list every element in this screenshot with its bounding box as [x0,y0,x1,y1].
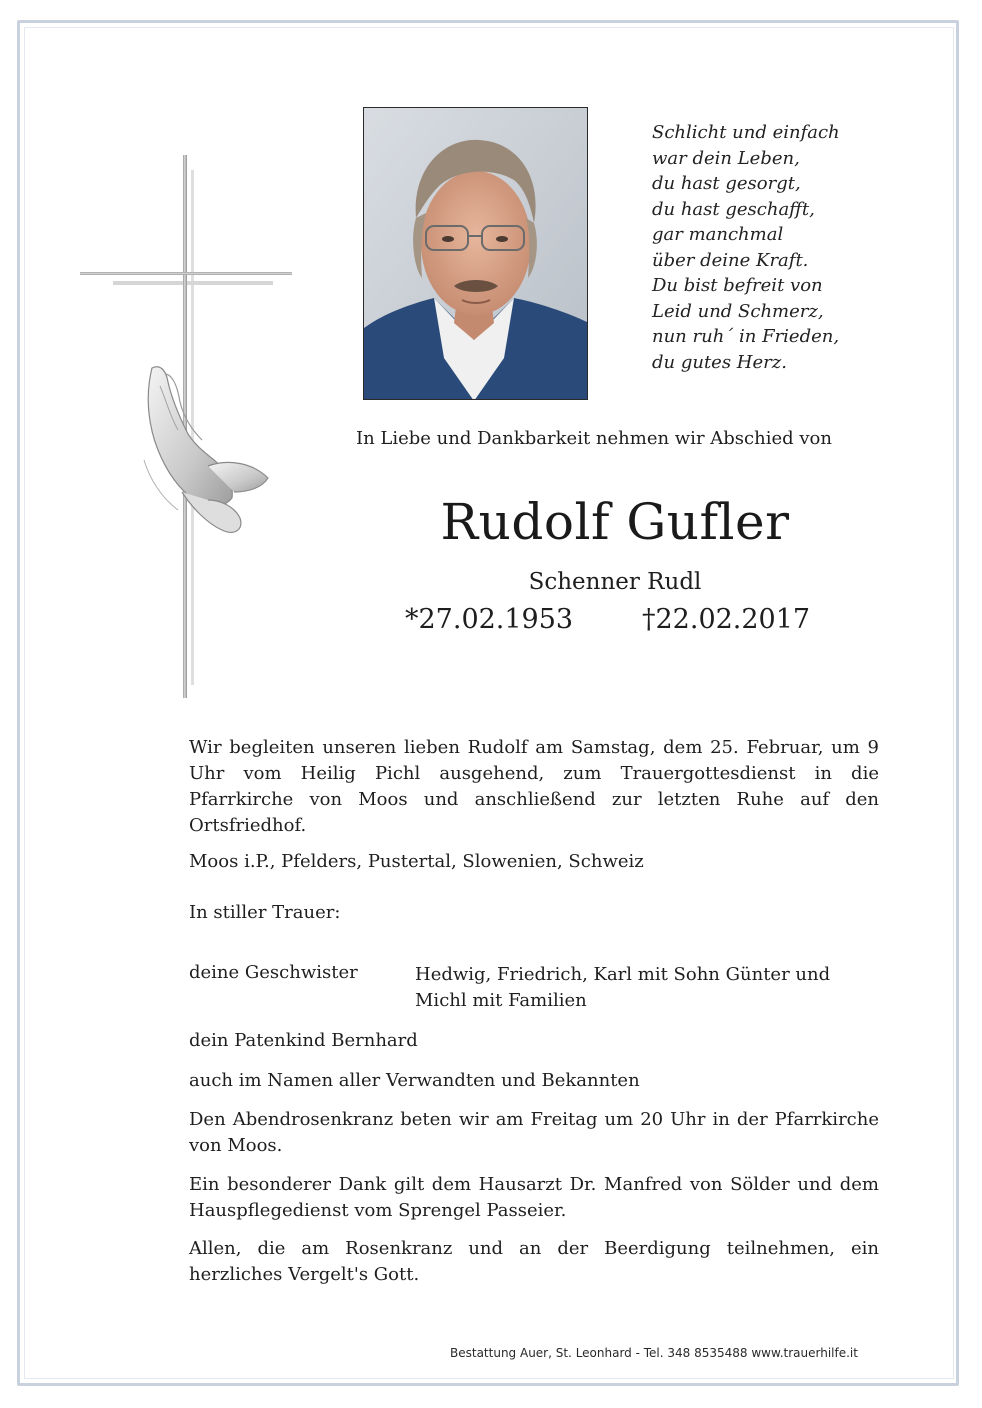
footer-contact: Bestattung Auer, St. Leonhard - Tel. 348 8535488 www.trauerhilfe.it [450,1346,858,1360]
poem-line: Leid und Schmerz, [652,300,824,322]
portrait-photo [363,107,588,400]
cross-horizontal-beam [80,272,292,275]
poem-line: nun ruh´ in Frieden, [652,326,840,347]
poem-line: du hast gesorgt, [652,173,801,194]
death-date: †22.02.2017 [642,604,811,635]
birth-date: *27.02.1953 [405,604,574,635]
rosary-paragraph: Den Abendrosenkranz beten wir am Freitag um 20 Uhr in der Pfarrkirche von Moos. [189,1109,879,1156]
funeral-paragraph: Wir begleiten unseren lieben Rudolf am Samstag, dem 25. Februar, um 9 Uhr vom Heilig Pichl ausgehend, zum Trauergottesdienst in die Pfarrkirche von Moos und anschließend zur letzten Ruhe auf den Ortsfriedhof. [189,737,879,836]
poem-line: du hast geschafft, [652,198,815,220]
relatives-line: auch im Namen aller Verwandten und Bekannten [189,1070,640,1091]
siblings-label: deine Geschwister [189,962,358,983]
intro-text: In Liebe und Dankbarkeit nehmen wir Abschied von [356,428,832,449]
deceased-name: Rudolf Gufler [440,493,790,551]
siblings-names: Hedwig, Friedrich, Karl mit Sohn Günter und Michl mit Familien [415,964,831,1011]
poem [652,120,892,375]
praying-hands-icon [122,360,272,540]
closing-paragraph: Allen, die am Rosenkranz und an der Beerdigung teilnehmen, ein herzliches Vergelt's Gott. [189,1238,879,1285]
cross-shadow-horizontal [113,281,273,285]
poem-line: du gutes Herz. [652,351,787,373]
poem-line: war dein Leben, [652,147,800,169]
poem-line: über deine Kraft. [652,249,809,271]
thanks-paragraph: Ein besonderer Dank gilt dem Hausarzt Dr. Manfred von Sölder und dem Hauspflegedienst vom Sprengel Passeier. [189,1174,879,1221]
deceased-nickname: Schenner Rudl [528,569,702,595]
poem-line: gar manchmal [652,224,784,245]
poem-line: Du bist befreit von [652,275,823,296]
mourning-line: In stiller Trauer: [189,902,341,923]
godchild-line: dein Patenkind Bernhard [189,1030,418,1051]
places-line: Moos i.P., Pfelders, Pustertal, Slowenien, Schweiz [189,851,644,872]
poem-line: Schlicht und einfach [652,122,840,143]
